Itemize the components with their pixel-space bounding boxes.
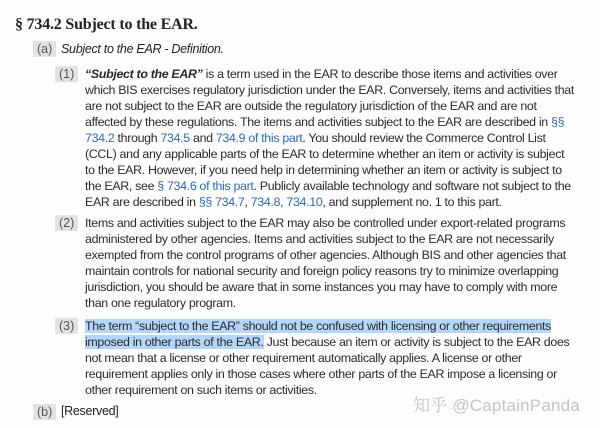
text-segment: ,	[280, 195, 287, 209]
cross-reference-link[interactable]: 734.5	[160, 131, 190, 145]
text-line	[85, 98, 590, 114]
text-segment: exempted from the control programs of other agencies. Although BIS and other agencies that	[85, 248, 566, 262]
paragraph-1	[85, 66, 590, 210]
cross-reference-link[interactable]: § 734.6 of this part	[157, 179, 254, 193]
text-line	[85, 146, 590, 162]
text-line	[85, 66, 590, 82]
text-segment: and	[189, 131, 216, 145]
text-line	[85, 215, 590, 231]
paragraph-3-badge: (3)	[55, 318, 78, 334]
text-line	[85, 318, 590, 334]
text-line	[85, 366, 590, 382]
cross-reference-link[interactable]: §§	[551, 115, 565, 129]
text-segment: Items and activities subject to the EAR may also be controlled under export-related programs	[85, 216, 566, 230]
paragraph-2-badge: (2)	[55, 215, 78, 231]
paragraph-a-badge: (a)	[33, 41, 56, 57]
text-segment: which BIS exercises regulatory jurisdiction under the EAR. Conversely, items and activities that	[85, 83, 574, 97]
text-segment: through	[114, 131, 161, 145]
cross-reference-link[interactable]: 734.8	[250, 195, 281, 209]
text-line	[85, 82, 590, 98]
section-title: § 734.2 Subject to the EAR.	[15, 16, 198, 33]
text-segment: the EAR, see	[85, 179, 158, 193]
text-line	[85, 130, 590, 146]
text-line	[85, 247, 590, 263]
text-line	[85, 263, 590, 279]
text-segment: . You should review the Commerce Control List	[302, 131, 546, 145]
text-segment: requirement applies only in those cases where other parts of the EAR impose a licensing or	[85, 367, 557, 381]
text-line	[85, 194, 590, 210]
text-segment: than one regulatory program.	[85, 296, 236, 310]
text-segment: . Publicly available technology and software not subject to the	[253, 179, 571, 193]
cross-reference-link[interactable]: 734.2	[85, 131, 115, 145]
paragraph-2	[85, 215, 590, 311]
paragraph-b-text: [Reserved]	[61, 404, 119, 418]
text-segment: administered by other agencies. Items and activities subject to the EAR are not necessarily	[85, 232, 554, 246]
text-segment: “Subject to the EAR”	[85, 67, 203, 81]
text-segment: jurisdiction, you should be aware that in some instances you may have to comply with more	[85, 280, 558, 294]
text-segment: to the EAR. However, if you need help in determining whether an item or activity is subject to	[85, 163, 562, 177]
cross-reference-link[interactable]: 734.9 of this part	[215, 131, 303, 145]
highlighted-text: imposed in other parts of the EAR.	[85, 335, 264, 349]
highlighted-text: The term “subject to the EAR” should not be confused with licensing or other requirements	[85, 319, 552, 333]
text-line	[85, 114, 590, 130]
paragraph-3	[85, 318, 590, 398]
text-line	[85, 279, 590, 295]
text-segment: not mean that a license or other requirement automatically applies. A license or other	[85, 351, 522, 365]
text-segment: (CCL) and any applicable parts of the EAR to determine whether an item or activity is subject	[85, 147, 565, 161]
text-segment: other requirement on such items or activities.	[85, 383, 317, 397]
text-line	[85, 162, 590, 178]
paragraph-b-badge: (b)	[33, 404, 56, 420]
text-segment: is a term used in the EAR to describe those items and activities over	[202, 67, 558, 81]
text-segment: ,	[244, 195, 251, 209]
cross-reference-link[interactable]: 734.10	[286, 195, 323, 209]
text-segment: Just because an item or activity is subject to the EAR does	[263, 335, 570, 349]
text-line	[85, 334, 590, 350]
watermark: 知乎 @CaptainPanda	[413, 396, 580, 415]
text-segment: affected by these regulations. The items and activities subject to the EAR are described in	[85, 115, 552, 129]
text-line	[85, 350, 590, 366]
text-segment: maintain controls for national security and foreign policy reasons try to minimize overlapping	[85, 264, 559, 278]
paragraph-1-badge: (1)	[55, 66, 78, 82]
text-segment: EAR are described in	[85, 195, 199, 209]
text-line	[85, 231, 590, 247]
text-line	[85, 295, 590, 311]
text-segment: , and supplement no. 1 to this part.	[322, 195, 502, 209]
cross-reference-link[interactable]: §§ 734.7	[198, 195, 245, 209]
text-line	[85, 178, 590, 194]
text-segment: are not subject to the EAR are outside the regulatory jurisdiction of the EAR and are not	[85, 99, 537, 113]
paragraph-a-heading: Subject to the EAR - Definition.	[61, 42, 224, 56]
